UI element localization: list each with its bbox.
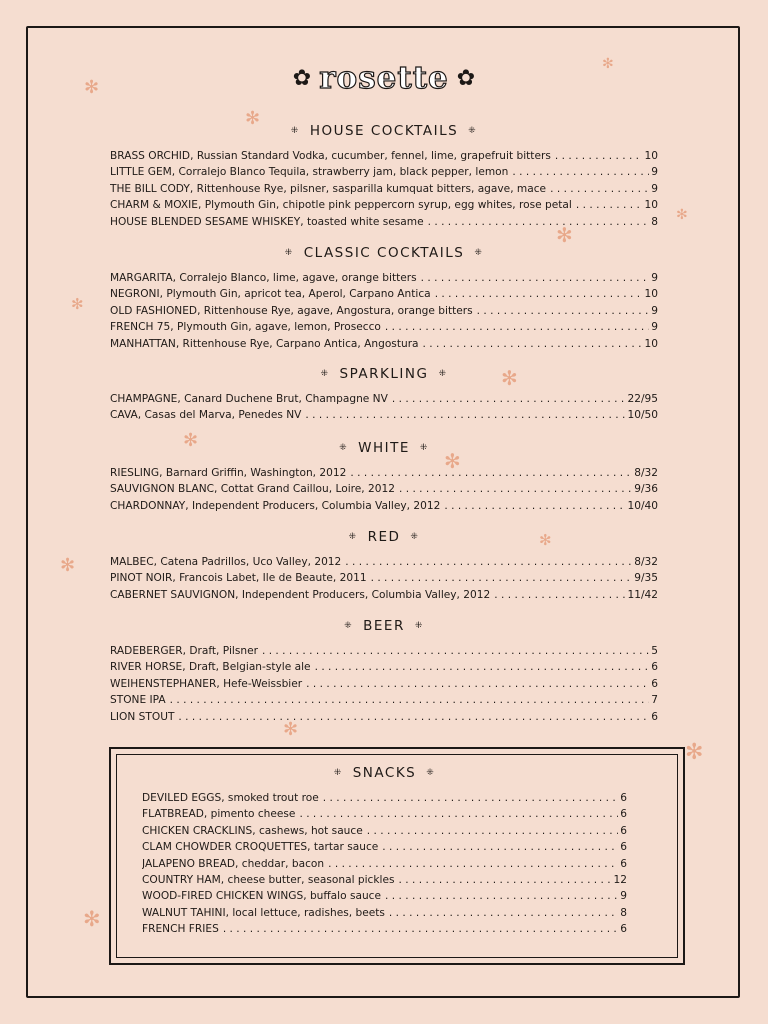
- menu-item-price: 9/36: [634, 483, 658, 496]
- section-mark-icon: ⁜: [426, 768, 436, 778]
- menu-item-title: RADEBERGER: [110, 645, 183, 657]
- flower-icon: ✻: [685, 740, 704, 765]
- menu-item-description: , smoked trout roe: [221, 792, 319, 804]
- menu-item-title: CHARM & MOXIE: [110, 199, 198, 212]
- menu-item-price: 9: [651, 304, 658, 317]
- menu-item-price: 11/42: [627, 588, 658, 601]
- leader-dots: [323, 792, 619, 804]
- menu-item-price: 5: [651, 645, 658, 657]
- menu-item-title: CHARDONNAY: [110, 499, 186, 512]
- menu-item-name: [142, 923, 219, 935]
- section-mark-icon: ⁜: [284, 248, 294, 258]
- menu-item-name: [110, 589, 490, 601]
- menu-item-title: CHICKEN CRACKLINS: [142, 824, 253, 837]
- menu-item-price: 10: [644, 288, 658, 301]
- menu-item-price: 6: [651, 677, 658, 690]
- menu-item-name: [110, 199, 572, 211]
- menu-item-description: , Cottat Grand Caillou, Loire, 2012: [214, 483, 395, 496]
- menu-item-name: [110, 500, 440, 512]
- section-classic-cocktails: [110, 244, 658, 354]
- leader-dots: [385, 321, 649, 333]
- menu-item-title: CABERNET SAUVIGNON: [110, 588, 236, 601]
- leader-dots: [170, 694, 650, 706]
- menu-item-description: , Barnard Griffin, Washington, 2012: [159, 467, 347, 479]
- menu-item-price: 8/32: [634, 467, 658, 479]
- menu-item-price: 10: [644, 337, 658, 350]
- menu-item-name: [110, 572, 367, 584]
- menu-item-price: 22/95: [627, 393, 658, 405]
- menu-item-title: LITTLE GEM: [110, 166, 172, 179]
- menu-item-title: LION STOUT: [110, 710, 175, 723]
- leader-dots: [576, 199, 643, 211]
- menu-item-price: 8/32: [634, 556, 658, 568]
- menu-item-price: 8: [651, 215, 658, 228]
- menu-item-description: , Draft, Pilsner: [182, 645, 258, 657]
- flower-icon: ✻: [60, 555, 76, 576]
- menu-item-name: [110, 483, 395, 495]
- menu-item-description: , Catena Padrillos, Uco Valley, 2012: [153, 556, 342, 568]
- menu-item-name: [110, 272, 417, 284]
- section-title: [110, 244, 658, 262]
- section-house-cocktails: [110, 122, 658, 232]
- menu-item-name: [110, 409, 301, 421]
- leader-dots: [178, 711, 649, 723]
- menu-item-description: , Plymouth Gin, apricot tea, Aperol, Carpano Antica: [159, 288, 431, 301]
- leader-dots: [421, 272, 650, 284]
- menu-item-title: FRENCH 75: [110, 321, 171, 334]
- menu-item-description: , Plymouth Gin, chipotle pink peppercorn syrup, egg whites, rose petal: [197, 199, 572, 212]
- menu-item-title: RIVER HORSE: [110, 661, 183, 674]
- menu-item: [110, 166, 658, 182]
- section-title: [110, 365, 658, 383]
- menu-item: [142, 792, 627, 808]
- menu-item: [110, 483, 658, 499]
- menu-item-description: , Rittenhouse Rye, pilsner, sasparilla kumquat bitters, agave, mace: [189, 182, 547, 195]
- menu-item: [110, 645, 658, 661]
- section-mark-icon: ⁜: [474, 248, 484, 258]
- menu-item: [110, 409, 658, 425]
- leader-dots: [345, 556, 632, 568]
- leader-dots: [399, 874, 612, 886]
- menu-item-price: 9: [651, 272, 658, 284]
- section-title-text: RED: [367, 529, 401, 545]
- menu-item-name: [110, 645, 258, 657]
- leader-dots: [350, 467, 632, 479]
- flower-icon: ✻: [556, 223, 573, 247]
- menu-item-name: [142, 841, 378, 853]
- menu-item-description: , Rittenhouse Rye, Carpano Antica, Angostura: [175, 337, 419, 350]
- leader-dots: [306, 678, 649, 690]
- section-title: [110, 617, 658, 635]
- menu-item-description: , Francois Labet, Ile de Beaute, 2011: [172, 572, 367, 585]
- menu-item-title: CAVA: [110, 409, 138, 422]
- leader-dots: [367, 825, 619, 837]
- menu-item-name: [110, 678, 302, 690]
- menu-item-title: RIESLING: [110, 467, 160, 479]
- leader-dots: [477, 305, 650, 317]
- menu-item-name: [110, 321, 381, 333]
- menu-item-name: [110, 166, 508, 178]
- menu-item-description: , Rittenhouse Rye, agave, Angostura, orange bitters: [197, 304, 473, 317]
- section-mark-icon: ⁜: [339, 443, 349, 453]
- logo: [0, 58, 768, 98]
- leader-dots: [392, 393, 626, 405]
- menu-item-title: FRENCH FRIES: [142, 923, 219, 936]
- leader-dots: [428, 216, 650, 228]
- menu-item-title: CHAMPAGNE: [110, 393, 178, 405]
- menu-item-name: [110, 467, 346, 479]
- menu-item-price: 6: [620, 857, 627, 870]
- section-title-text: HOUSE COCKTAILS: [309, 123, 459, 139]
- menu-item-title: NEGRONI: [110, 288, 160, 301]
- menu-item: [110, 711, 658, 727]
- leader-dots: [423, 338, 643, 350]
- menu-item-price: 6: [651, 661, 658, 674]
- menu-item-price: 9: [651, 166, 658, 179]
- menu-item-description: , Russian Standard Vodka, cucumber, fennel, lime, grapefruit bitters: [190, 150, 551, 162]
- section-red: [110, 528, 658, 605]
- menu-item: [110, 183, 658, 199]
- flower-icon: ✻: [283, 719, 299, 740]
- menu-item: [110, 288, 658, 304]
- menu-item: [110, 467, 658, 483]
- section-mark-icon: ⁜: [320, 369, 330, 379]
- menu-item-title: BRASS ORCHID: [110, 150, 191, 162]
- menu-item-title: DEVILED EGGS: [142, 792, 222, 804]
- menu-item: [110, 150, 658, 166]
- leader-dots: [385, 890, 618, 902]
- menu-item: [110, 500, 658, 516]
- menu-item-price: 12: [613, 873, 627, 886]
- menu-item-price: 7: [651, 694, 658, 707]
- menu-item-description: , cashews, hot sauce: [252, 824, 363, 837]
- menu-item-description: , cheese butter, seasonal pickles: [220, 873, 395, 886]
- menu-item-name: [110, 150, 551, 162]
- menu-item: [110, 321, 658, 337]
- menu-item-name: [142, 808, 295, 820]
- menu-item-name: [142, 825, 363, 837]
- section-white: [110, 439, 658, 516]
- menu-item: [110, 199, 658, 215]
- section-snacks: [142, 764, 627, 940]
- menu-item-price: 6: [620, 841, 627, 854]
- flower-icon: ✻: [83, 907, 101, 931]
- menu-item-description: , Plymouth Gin, agave, lemon, Prosecco: [170, 321, 381, 334]
- menu-item-price: 9: [620, 890, 627, 903]
- leader-dots: [328, 858, 618, 870]
- menu-item-description: , pimento cheese: [203, 808, 296, 821]
- leader-dots: [494, 589, 625, 601]
- menu-item-name: [142, 792, 319, 804]
- menu-item-title: MALBEC: [110, 556, 154, 568]
- section-mark-icon: ⁜: [344, 621, 354, 631]
- menu-item-title: HOUSE BLENDED SESAME WHISKEY: [110, 215, 301, 228]
- menu-item: [142, 874, 627, 890]
- menu-item-description: , Casas del Marva, Penedes NV: [137, 409, 302, 422]
- menu-item-title: WEIHENSTEPHANER: [110, 677, 217, 690]
- section-mark-icon: ⁜: [333, 768, 343, 778]
- leader-dots: [444, 500, 625, 512]
- section-mark-icon: ⁜: [290, 126, 300, 136]
- leader-dots: [299, 808, 618, 820]
- menu-item: [110, 694, 658, 710]
- menu-item-description: , local lettuce, radishes, beets: [225, 906, 385, 919]
- menu-item: [110, 393, 658, 409]
- menu-item-price: 6: [651, 710, 658, 723]
- menu-item-price: 9/35: [634, 572, 658, 585]
- menu-item-description: , Independent Producers, Columbia Valley, 2012: [235, 588, 491, 601]
- menu-item-name: [110, 183, 546, 195]
- menu-item-price: 6: [620, 824, 627, 837]
- menu-item: [142, 841, 627, 857]
- menu-item: [110, 678, 658, 694]
- leader-dots: [305, 409, 625, 421]
- menu-item: [142, 923, 627, 939]
- flower-icon: ✻: [602, 56, 614, 72]
- menu-item-name: [110, 338, 419, 350]
- menu-item: [142, 907, 627, 923]
- leader-dots: [223, 923, 618, 935]
- menu-item: [142, 825, 627, 841]
- menu-item-title: OLD FASHIONED: [110, 304, 198, 317]
- menu-item-price: 9: [651, 182, 658, 195]
- section-title: [110, 439, 658, 457]
- section-title: [142, 764, 627, 782]
- leader-dots: [371, 572, 633, 584]
- menu-item-name: [110, 393, 388, 405]
- flower-icon: ✻: [183, 430, 199, 451]
- flower-icon: ✻: [444, 449, 461, 473]
- menu-item-name: [110, 288, 431, 300]
- menu-item-price: 6: [620, 923, 627, 936]
- menu-item-title: SAUVIGNON BLANC: [110, 483, 215, 496]
- menu-item-title: PINOT NOIR: [110, 572, 173, 585]
- section-mark-icon: ⁜: [410, 532, 420, 542]
- menu-item-name: [110, 711, 174, 723]
- menu-item-description: , buffalo sauce: [303, 890, 382, 903]
- section-title: [110, 122, 658, 140]
- flower-icon: ✻: [84, 77, 100, 98]
- menu-item-price: 6: [620, 792, 627, 804]
- menu-item-price: 9: [651, 321, 658, 334]
- section-title-text: SNACKS: [352, 765, 417, 781]
- menu-item-title: CLAM CHOWDER CROQUETTES: [142, 841, 308, 854]
- leader-dots: [550, 183, 649, 195]
- menu-item-title: WALNUT TAHINI: [142, 906, 226, 919]
- menu-item-title: MARGARITA: [110, 272, 173, 284]
- menu-item-title: FLATBREAD: [142, 808, 204, 821]
- menu-item: [142, 890, 627, 906]
- menu-item-price: 10: [644, 150, 658, 162]
- menu-item-name: [142, 874, 395, 886]
- flower-icon: ✻: [501, 366, 518, 390]
- menu-item: [110, 556, 658, 572]
- menu-item-description: , Hefe-Weissbier: [216, 677, 303, 690]
- section-beer: [110, 617, 658, 727]
- flower-icon: ✻: [539, 531, 552, 549]
- menu-item-name: [110, 305, 473, 317]
- section-mark-icon: ⁜: [348, 532, 358, 542]
- leader-dots: [399, 483, 632, 495]
- menu-item: [110, 305, 658, 321]
- menu-item-name: [142, 858, 324, 870]
- section-title-text: WHITE: [358, 440, 410, 456]
- menu-item-price: 10: [644, 199, 658, 212]
- menu-item: [142, 808, 627, 824]
- leader-dots: [315, 661, 650, 673]
- leader-dots: [389, 907, 618, 919]
- swirl-icon: ✿: [456, 65, 476, 91]
- menu-item-description: , toasted white sesame: [300, 215, 424, 228]
- leader-dots: [382, 841, 618, 853]
- menu-item-description: , Corralejo Blanco, lime, agave, orange bitters: [172, 272, 417, 284]
- menu-item-description: , Corralejo Blanco Tequila, strawberry jam, black pepper, lemon: [171, 166, 509, 179]
- leader-dots: [435, 288, 643, 300]
- section-mark-icon: ⁜: [468, 126, 478, 136]
- section-sparkling: [110, 365, 658, 426]
- flower-icon: ✻: [676, 207, 688, 223]
- leader-dots: [555, 150, 643, 162]
- leader-dots: [262, 645, 649, 657]
- menu-item: [110, 272, 658, 288]
- flower-icon: ✻: [245, 108, 261, 129]
- section-title-text: SPARKLING: [339, 366, 429, 382]
- menu-item-title: MANHATTAN: [110, 337, 176, 350]
- menu-item: [110, 216, 658, 232]
- menu-item: [110, 589, 658, 605]
- section-mark-icon: ⁜: [419, 443, 429, 453]
- menu-item-name: [142, 890, 381, 902]
- menu-item-title: WOOD-FIRED CHICKEN WINGS: [142, 890, 304, 903]
- menu-item-name: [142, 907, 385, 919]
- menu-item-description: , Independent Producers, Columbia Valley, 2012: [185, 499, 441, 512]
- menu-item-name: [110, 556, 341, 568]
- section-title-text: CLASSIC COCKTAILS: [303, 245, 465, 261]
- menu-item-name: [110, 694, 166, 706]
- menu-item-price: 8: [620, 906, 627, 919]
- menu-item-price: 10/40: [627, 499, 658, 512]
- menu-item-description: , Draft, Belgian-style ale: [182, 661, 311, 674]
- menu-item-name: [110, 216, 424, 228]
- menu-item-price: 6: [620, 808, 627, 821]
- logo-text: rosette: [319, 60, 449, 96]
- menu-item-title: STONE IPA: [110, 694, 166, 707]
- menu-item-name: [110, 661, 311, 673]
- menu-item-title: JALAPENO BREAD: [142, 857, 236, 870]
- section-title-text: BEER: [363, 618, 405, 634]
- menu-item-title: COUNTRY HAM: [142, 873, 221, 886]
- menu-item-description: , Canard Duchene Brut, Champagne NV: [177, 393, 388, 405]
- swirl-icon: ✿: [292, 65, 312, 91]
- menu-item-description: , cheddar, bacon: [235, 857, 325, 870]
- menu-item: [110, 572, 658, 588]
- menu-item: [110, 338, 658, 354]
- menu-item-description: , tartar sauce: [307, 841, 379, 854]
- menu-item-title: THE BILL CODY: [110, 182, 190, 195]
- menu-item-price: 10/50: [627, 409, 658, 422]
- menu-item: [142, 858, 627, 874]
- leader-dots: [512, 166, 649, 178]
- section-mark-icon: ⁜: [414, 621, 424, 631]
- section-title: [110, 528, 658, 546]
- menu-item: [110, 661, 658, 677]
- flower-icon: ✻: [71, 295, 84, 313]
- section-mark-icon: ⁜: [438, 369, 448, 379]
